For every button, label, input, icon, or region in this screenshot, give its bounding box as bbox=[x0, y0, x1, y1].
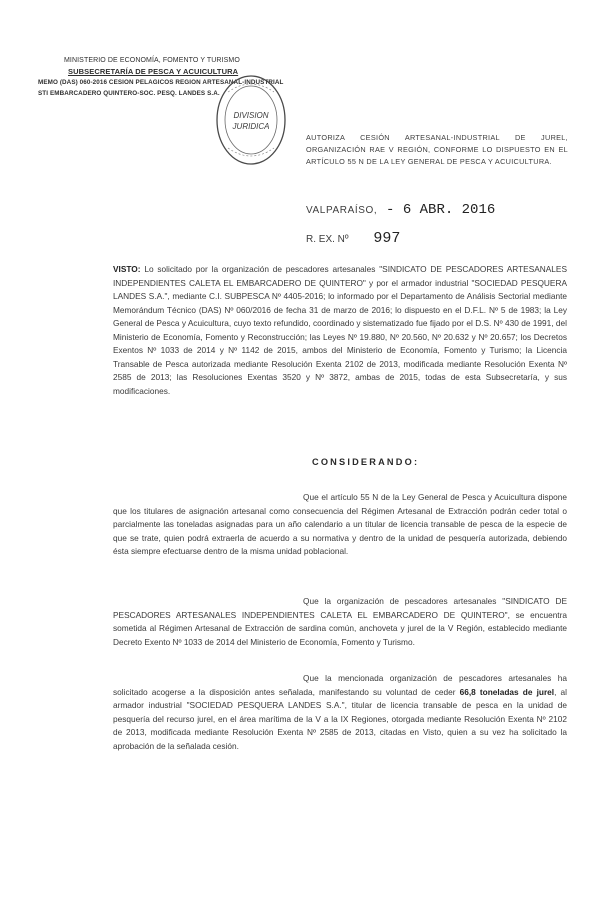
date-city: VALPARAÍSO, bbox=[306, 205, 378, 216]
resolution-title: AUTORIZA CESIÓN ARTESANAL-INDUSTRIAL DE JUREL, ORGANIZACIÓN RAE V REGIÓN, CONFORME LO DISPUESTO EN EL ARTÍCULO 55 N DE LA LEY GENERAL DE PESCA Y ACUICULTURA. bbox=[306, 133, 568, 166]
visto-text: Lo solicitado por la organización de pescadores artesanales "SINDICATO DE PESCADORES ARTESANALES INDEPENDIENTES CALETA EL EMBARCADERO DE QUINTERO" y por el armador industrial "SOCIEDAD PESQUERA LANDES S.A.", mediante C.I. SUBPESCA Nº 4405-2016; lo informado por el Departamento de Análisis Sectorial mediante Memorándum Técnico (DAS) Nº 060/2016 de fecha 31 de marzo de 2016; lo dispuesto en el D.F.L. Nº 5 de 1983; la Ley General de Pesca y Acuicultura, cuyo texto refundido, coordinado y sistematizado fue fijado por el D.S. Nº 430 de 1991, del Ministerio de Economía, Fomento y Reconstrucción; las Leyes Nº 19.880, Nº 20.560, Nº 20.632 y Nº 20.657; los Decretos Exentos Nº 1033 de 2014 y Nº 1142 de 2015, ambos del Ministerio de Economía, Fomento y Turismo; la Licencia Transable de Pesca autorizada mediante Resolución Exenta 2102 de 2013, modificada mediante Resolución Exenta Nº 2585 de 2013; las Resoluciones Exentas 3520 y Nº 3872, ambas de 2015, todas de esta Subsecretaría, y sus modificaciones. bbox=[113, 264, 567, 396]
paragraph-3-text-a: Que la mencionada organización de pescadores artesanales ha solicitado acogerse a la disposición antes señalada, manifestando su voluntad de ceder bbox=[113, 673, 567, 697]
paragraph-3-text-b: , al armador industrial "SOCIEDAD PESQUERA LANDES S.A.", titular de licencia transable de pesca en la unidad de pesquería del recurso jurel, en el área marítima de la V a la IX Regiones, otorgada mediante Resolución Exenta Nº 2102 de 2013, modificada mediante Resolución Exenta Nº 2585 de 2013, citadas en Visto, quien a su vez ha solicitado la aprobación de la señalada cesión. bbox=[113, 686, 568, 751]
paragraph-3-bold: 66,8 toneladas de jurel bbox=[459, 686, 555, 697]
date-value: - 6 ABR. 2016 bbox=[386, 202, 496, 218]
subsecretaria-name: SUBSECRETARÍA DE PESCA Y ACUICULTURA bbox=[68, 67, 239, 76]
stamp-line-2: JURIDICA bbox=[232, 122, 270, 131]
visto-paragraph bbox=[113, 263, 567, 398]
ministry-name: MINISTERIO DE ECONOMÍA, FOMENTO Y TURISMO bbox=[64, 57, 240, 64]
paragraph-1-text: Que el artículo 55 N de la Ley General de Pesca y Acuicultura dispone que los titulares de asignación artesanal como consecuencia del Régimen Artesanal de Extracción podrán ceder total o parcialmente las toneladas asignadas para un año calendario a un titular de licencia transable de pesca de la especie de que se trate, quien podrá extraerla de acuerdo a su normativa y dentro de la unidad de pesquería autorizada, debiendo ésta siempre efectuarse dentro de la misma unidad poblacional. bbox=[113, 492, 567, 556]
resolution-number-line bbox=[306, 230, 400, 247]
considerando-heading: CONSIDERANDO: bbox=[312, 457, 420, 467]
memo-reference: MEMO (DAS) 060-2016 CESION PELAGICOS REGION ARTESANAL-INDUSTRIAL bbox=[38, 79, 284, 86]
stamp-line-1: DIVISION bbox=[233, 111, 269, 120]
considerando-paragraph-1 bbox=[113, 491, 567, 559]
date-line bbox=[306, 202, 495, 218]
letterhead bbox=[38, 55, 338, 99]
paragraph-2-text: Que la organización de pescadores artesanales "SINDICATO DE PESCADORES ARTESANALES INDEPENDIENTES CALETA EL EMBARCADERO DE QUINTERO", se encuentra sometida al Régimen Artesanal de Extracción de sardina común, anchoveta y jurel de la V Región, establecido mediante Decreto Exento Nº 1033 de 2014 del Ministerio de Economía, Fomento y Turismo. bbox=[113, 596, 567, 647]
sti-reference: STI EMBARCADERO QUINTERO-SOC. PESQ. LANDES S.A. bbox=[38, 90, 220, 97]
considerando-paragraph-3 bbox=[113, 672, 567, 753]
resolution-number: 997 bbox=[373, 230, 401, 247]
considerando-paragraph-2 bbox=[113, 595, 567, 649]
resolution-label: R. EX. Nº bbox=[306, 234, 349, 245]
division-juridica-stamp bbox=[214, 72, 288, 168]
visto-label: VISTO: bbox=[113, 264, 141, 274]
